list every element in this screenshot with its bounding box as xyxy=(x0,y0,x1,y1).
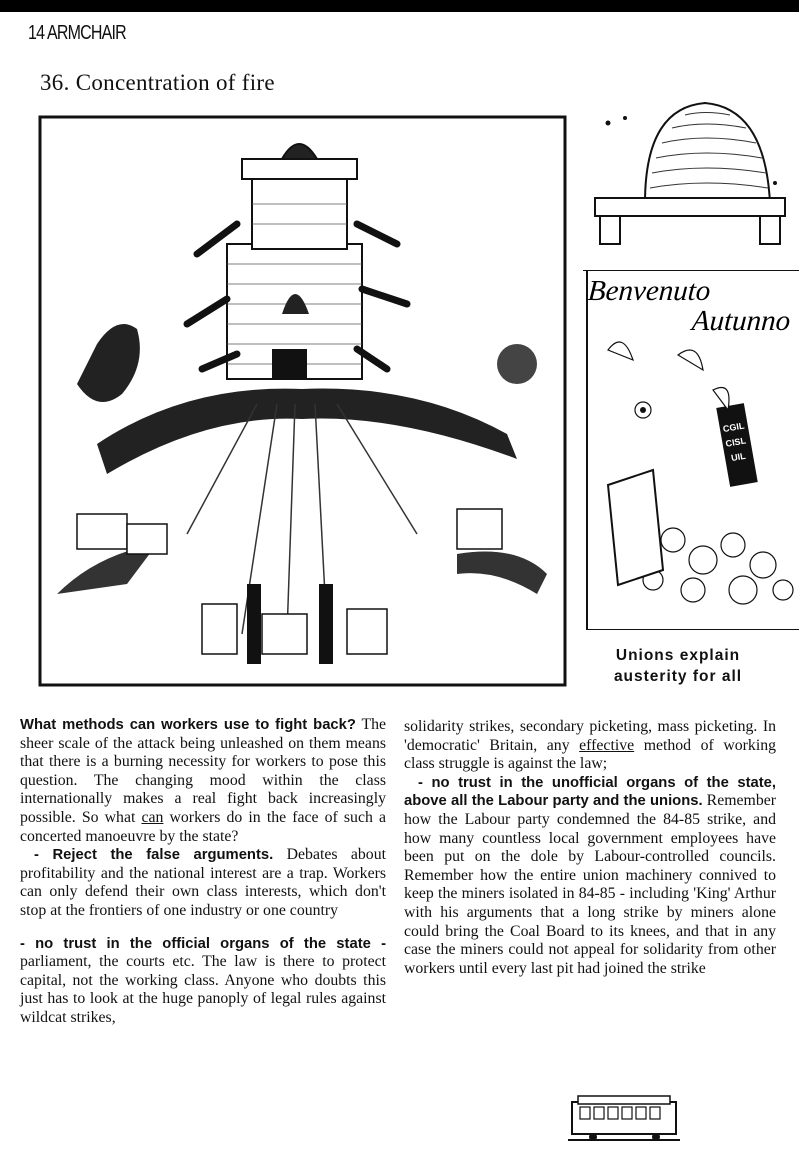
paragraph-lead: - no trust in the unofficial organs of the state, above all the Labour party and the unions. xyxy=(404,774,776,810)
article-column-right xyxy=(404,718,776,978)
paragraph-lead: - Reject the false arguments. xyxy=(34,847,274,864)
svg-text:UIL: UIL xyxy=(730,450,747,464)
paragraph: solidarity strikes, secondary picketing, mass picketing. In 'democratic' Britain, any effective method of working class struggle is against the law; xyxy=(404,718,777,773)
top-border-bar xyxy=(0,0,799,12)
paragraph: - no trust in the unofficial organs of the state, above all the Labour party and the unions. Remember how the Labour party condemned the 84-85 strike, and how many countless local government employees have been put on the dole by Labour-controlled councils. Remember how the entire union machinery connived to keep the miners isolated in 84-85 - including 'King' Arthur with his arguments that a long strike by miners alone could bring the Coal Board to its knees, and that in any case the miners could not appeal for solidarity from other workers until every last pit had joined the strike xyxy=(404,774,776,977)
running-head: 14 ARMCHAIR xyxy=(28,22,126,44)
castle-cartoon xyxy=(37,114,568,688)
paragraph: - no trust in the official organs of the state - parliament, the courts etc. The law is there to protect capital, not the working class. Anyone who doubts this just has to look at the huge panoply of legal rules against wildcat strikes, xyxy=(20,935,386,1026)
svg-text:CISL: CISL xyxy=(724,435,747,449)
paragraph: What methods can workers use to fight back? The sheer scale of the attack being unleashed on them means that there is a burning necessity for workers to pose this question. The changing mood within the class internationally makes a real fight back increasingly possible. So what can workers do in the face of such a concerted manoeuvre by the state? xyxy=(20,716,386,845)
paragraph-lead: - no trust in the official organs of the state - xyxy=(20,935,386,952)
beehive-drawing xyxy=(590,88,795,248)
side-cartoon-text-2: Autunno xyxy=(690,305,792,337)
side-caption: Unions explain austerity for all xyxy=(613,647,743,685)
article-column-left xyxy=(20,716,386,1028)
side-cartoon-text-1: Benvenuto xyxy=(586,275,712,307)
tram-drawing xyxy=(568,1088,680,1146)
paragraph-lead: What methods can workers use to fight back? xyxy=(20,717,356,733)
svg-text:CGIL: CGIL xyxy=(722,420,746,435)
page-title: 36. Concentration of fire xyxy=(40,70,275,95)
paragraph: - Reject the false arguments. Debates about profitability and the national interest are a trap. Workers can only defend their own class interests, which don't stop at the frontiers of one industry or one country xyxy=(20,846,386,919)
